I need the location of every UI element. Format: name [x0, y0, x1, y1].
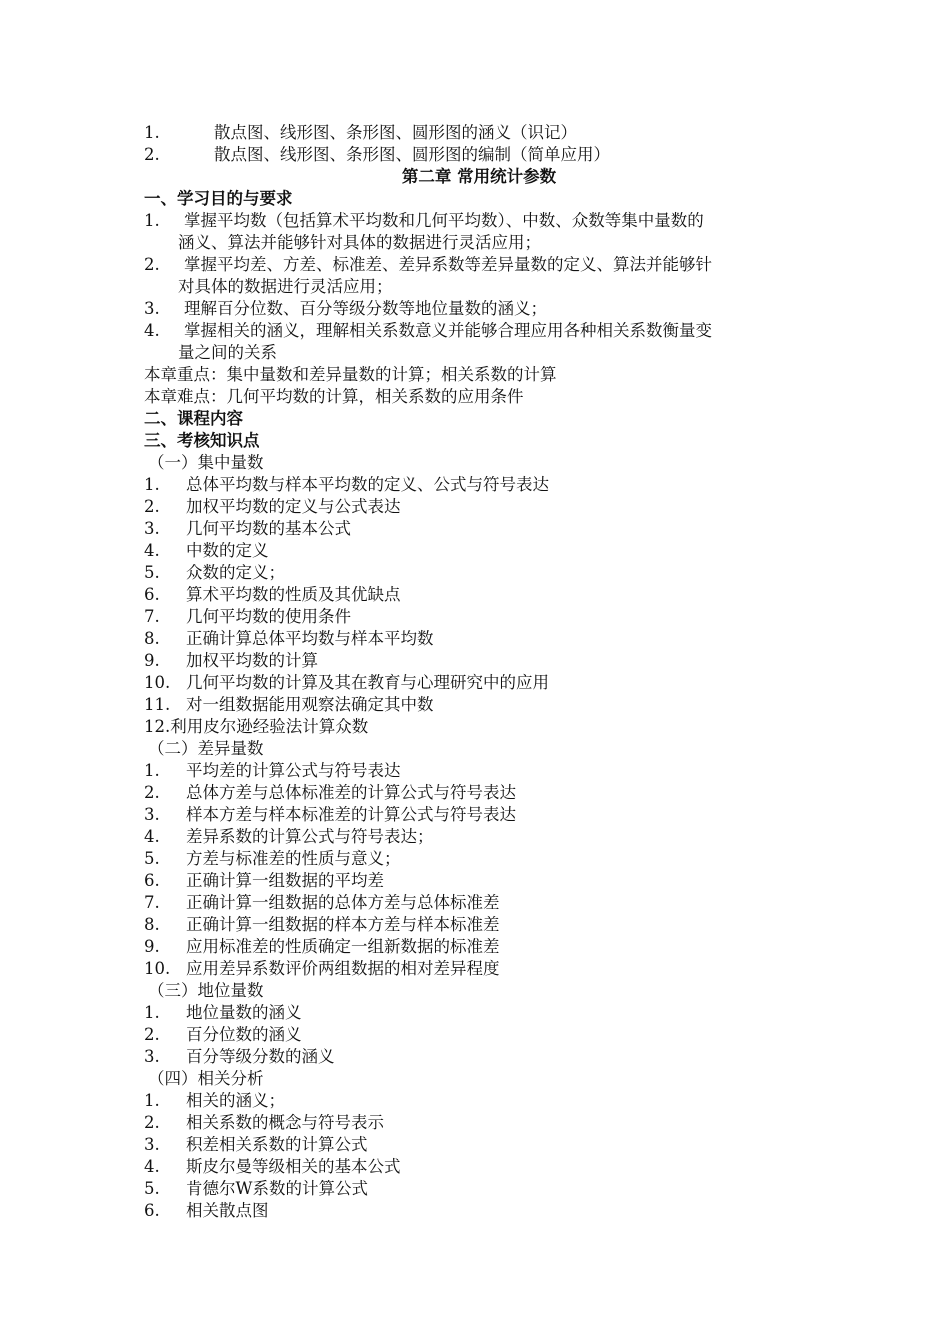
item-number: 10.: [144, 673, 171, 692]
item-number: 9.: [144, 937, 160, 956]
item-text: 百分等级分数的涵义: [186, 1047, 335, 1066]
list-item: [144, 936, 814, 958]
item-text: 散点图、线形图、条形图、圆形图的涵义（识记）: [214, 123, 577, 142]
item-text: 应用差异系数评价两组数据的相对差异程度: [186, 959, 500, 978]
list-item: [144, 1046, 814, 1068]
item-text: 算术平均数的性质及其优缺点: [186, 585, 401, 604]
item-text: 正确计算一组数据的平均差: [186, 871, 384, 890]
subsection-title: （四）相关分析: [148, 1069, 264, 1088]
item-text: 正确计算总体平均数与样本平均数: [186, 629, 434, 648]
item-number: 6.: [144, 871, 160, 890]
item-text: 几何平均数的使用条件: [186, 607, 351, 626]
list-item: [144, 210, 814, 232]
section-heading: 二、课程内容: [144, 409, 243, 428]
item-text: 掌握相关的涵义，理解相关系数意义并能够合理应用各种相关系数衡量变: [184, 321, 712, 340]
item-text: 相关散点图: [186, 1201, 269, 1220]
list-item: [144, 694, 814, 716]
list-item: [144, 1024, 814, 1046]
item-number: 3.: [144, 1135, 160, 1154]
document-body: [144, 122, 814, 1222]
list-item: [144, 1002, 814, 1024]
list-item: [144, 584, 814, 606]
item-number: 8.: [144, 915, 160, 934]
item-number: 1.: [144, 475, 160, 494]
item-continuation: 涵义、算法并能够针对具体的数据进行灵活应用；: [178, 233, 541, 252]
item-text: 掌握平均数（包括算术平均数和几何平均数）、中数、众数等集中量数的: [184, 211, 704, 230]
item-number: 1.: [144, 211, 160, 230]
item-text: 利用皮尔逊经验法计算众数: [170, 717, 369, 736]
list-item: [144, 1112, 814, 1134]
item-number: 2.: [144, 497, 160, 516]
item-number: 4.: [144, 827, 160, 846]
list-item: [144, 716, 814, 738]
item-number: 3.: [144, 299, 160, 318]
item-number: 1.: [144, 761, 160, 780]
item-number: 4.: [144, 541, 160, 560]
item-text: 加权平均数的计算: [186, 651, 318, 670]
list-item: [144, 782, 814, 804]
list-item: [144, 892, 814, 914]
item-text: 众数的定义；: [186, 563, 285, 582]
item-number: 5.: [144, 1179, 160, 1198]
item-text: 掌握平均差、方差、标准差、差异系数等差异量数的定义、算法并能够针: [184, 255, 712, 274]
item-text: 理解百分位数、百分等级分数等地位量数的涵义；: [184, 299, 547, 318]
item-text: 正确计算一组数据的样本方差与样本标准差: [186, 915, 500, 934]
item-text: 相关系数的概念与符号表示: [186, 1113, 384, 1132]
item-number: 3.: [144, 1047, 160, 1066]
list-item: [144, 958, 814, 980]
list-item: [144, 628, 814, 650]
list-item: [144, 298, 814, 320]
item-number: 4.: [144, 321, 160, 340]
list-item: [144, 1156, 814, 1178]
item-text: 对一组数据能用观察法确定其中数: [186, 695, 434, 714]
item-number: 2.: [144, 1113, 160, 1132]
item-number: 9.: [144, 651, 160, 670]
item-continuation: 量之间的关系: [178, 343, 277, 362]
item-number: 6.: [144, 585, 160, 604]
item-text: 散点图、线形图、条形图、圆形图的编制（简单应用）: [214, 145, 610, 164]
item-number: 2.: [144, 145, 160, 164]
item-number: 1.: [144, 1091, 160, 1110]
list-item: [144, 144, 814, 166]
difficult-point: 本章难点：几何平均数的计算，相关系数的应用条件: [144, 387, 524, 406]
list-item: [144, 474, 814, 496]
item-text: 地位量数的涵义: [186, 1003, 302, 1022]
list-item: [144, 650, 814, 672]
item-text: 百分位数的涵义: [186, 1025, 302, 1044]
item-text: 差异系数的计算公式与符号表达；: [186, 827, 434, 846]
item-number: 2.: [144, 783, 160, 802]
list-item: [144, 254, 814, 276]
item-text: 中数的定义: [186, 541, 269, 560]
item-text: 几何平均数的计算及其在教育与心理研究中的应用: [186, 673, 549, 692]
item-number: 2.: [144, 255, 160, 274]
list-item: [144, 826, 814, 848]
list-item: [144, 1090, 814, 1112]
item-text: 正确计算一组数据的总体方差与总体标准差: [186, 893, 500, 912]
subsection-title: （三）地位量数: [148, 981, 264, 1000]
item-number: 1.: [144, 123, 160, 142]
item-text: 平均差的计算公式与符号表达: [186, 761, 401, 780]
item-number: 8.: [144, 629, 160, 648]
subsection-title: （一）集中量数: [148, 453, 264, 472]
item-text: 应用标准差的性质确定一组新数据的标准差: [186, 937, 500, 956]
item-number: 11.: [144, 695, 171, 714]
item-number: 5.: [144, 849, 160, 868]
item-text: 方差与标准差的性质与意义；: [186, 849, 401, 868]
list-item: [144, 848, 814, 870]
item-number: 6.: [144, 1201, 160, 1220]
list-item: [144, 1200, 814, 1222]
list-item: [144, 672, 814, 694]
list-item: [144, 540, 814, 562]
item-number: 1.: [144, 1003, 160, 1022]
key-point: 本章重点：集中量数和差异量数的计算；相关系数的计算: [144, 365, 557, 384]
item-text: 斯皮尔曼等级相关的基本公式: [186, 1157, 401, 1176]
list-item: [144, 804, 814, 826]
item-text: 样本方差与样本标准差的计算公式与符号表达: [186, 805, 516, 824]
item-text: 肯德尔W系数的计算公式: [186, 1179, 368, 1198]
list-item: [144, 496, 814, 518]
list-item: [144, 870, 814, 892]
item-number: 12.: [144, 717, 171, 736]
list-item: [144, 1134, 814, 1156]
subsection-title: （二）差异量数: [148, 739, 264, 758]
item-number: 10.: [144, 959, 171, 978]
item-text: 积差相关系数的计算公式: [186, 1135, 368, 1154]
list-item: [144, 518, 814, 540]
list-item: [144, 760, 814, 782]
list-item: [144, 320, 814, 342]
item-number: 2.: [144, 1025, 160, 1044]
section-heading: 三、考核知识点: [144, 431, 260, 450]
item-text: 几何平均数的基本公式: [186, 519, 351, 538]
item-number: 3.: [144, 519, 160, 538]
section-heading: 一、学习目的与要求: [144, 189, 293, 208]
item-text: 总体平均数与样本平均数的定义、公式与符号表达: [186, 475, 549, 494]
list-item: [144, 562, 814, 584]
item-text: 加权平均数的定义与公式表达: [186, 497, 401, 516]
list-item: [144, 914, 814, 936]
chapter-title: 第二章 常用统计参数: [401, 167, 557, 186]
list-item: [144, 606, 814, 628]
list-item: [144, 122, 814, 144]
item-number: 5.: [144, 563, 160, 582]
item-number: 7.: [144, 607, 160, 626]
item-number: 4.: [144, 1157, 160, 1176]
item-text: 相关的涵义；: [186, 1091, 285, 1110]
item-number: 7.: [144, 893, 160, 912]
list-item: [144, 1178, 814, 1200]
item-number: 3.: [144, 805, 160, 824]
item-text: 总体方差与总体标准差的计算公式与符号表达: [186, 783, 516, 802]
item-continuation: 对具体的数据进行灵活应用；: [178, 277, 393, 296]
